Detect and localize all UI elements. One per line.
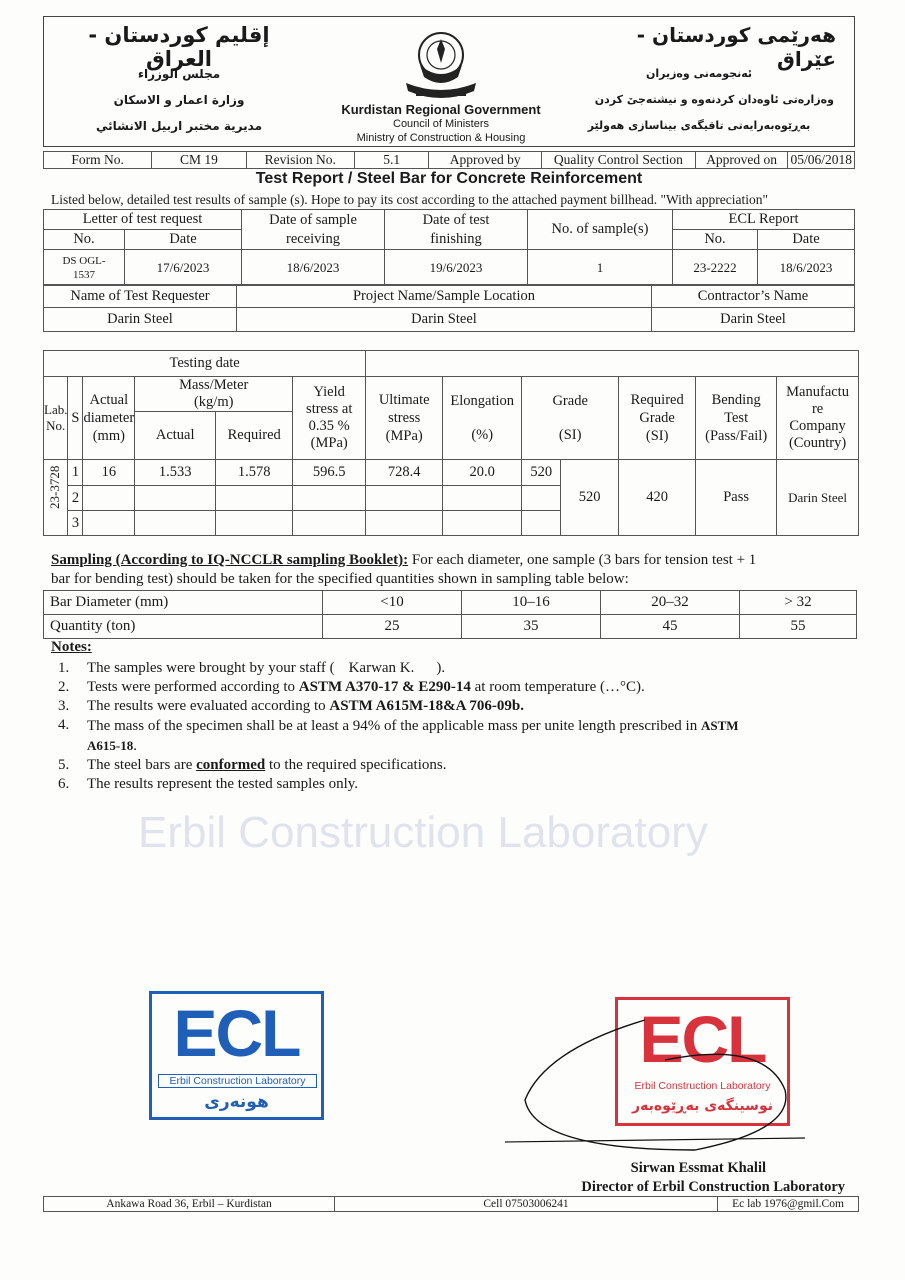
required-grade-label: Required Grade (SI) (619, 377, 696, 460)
yield-3 (293, 511, 366, 536)
grade-3 (522, 511, 561, 536)
notes-heading: Notes: (51, 639, 92, 655)
intro-text: Listed below, detailed test results of sample (s). Hope to pay its cost according to the attached payment billhead. "With appreciation" (51, 192, 769, 207)
lab-no-label: Lab. No. (44, 377, 68, 460)
diameter-col-4: > 32 (740, 591, 857, 615)
ecl-no-label: No. (673, 230, 758, 250)
red-stamp-ku: نوسینگەی بەڕێوەبەر (632, 1098, 773, 1114)
mass-required-3 (216, 511, 293, 536)
diameter-2 (83, 486, 135, 511)
ku-council: ئەنجومەنی وەزیران (645, 67, 753, 80)
s-3: 3 (68, 511, 83, 536)
ku-ministry: وەزارەتی ئاوەدان کردنەوە و نیشتەجێ کردن (594, 93, 834, 106)
quantity-col-4: 55 (740, 615, 857, 639)
signatory-title: Director of Erbil Construction Laboratory (581, 1179, 845, 1195)
mass-actual-3 (135, 511, 216, 536)
bending-label: Bending Test (Pass/Fail) (696, 377, 777, 460)
yield-label: Yield stress at 0.35 % (MPa) (293, 377, 366, 460)
approved-on-label: Approved on (695, 152, 788, 169)
ku-directorate: بەڕێوەبەرایەتی تاقیگەی بیناسازی هەولێر (587, 119, 811, 132)
ar-council: مجلس الوزراء (137, 67, 221, 81)
quantity-col-1: 25 (323, 615, 462, 639)
mass-required-1: 1.578 (216, 460, 293, 486)
samples-label: No. of sample(s) (528, 210, 673, 250)
project-name: Darin Steel (237, 308, 652, 332)
requester-name: Darin Steel (44, 308, 237, 332)
grade-1: 520 (522, 460, 561, 486)
testing-date-value (366, 351, 859, 377)
requester-table (43, 284, 855, 332)
quantity-col-3: 45 (601, 615, 740, 639)
diameter-1: 16 (83, 460, 135, 486)
mass-actual-2 (135, 486, 216, 511)
yield-1: 596.5 (293, 460, 366, 486)
requester-label: Name of Test Requester (44, 285, 237, 308)
ultimate-3 (366, 511, 443, 536)
red-stamp-logo: ECL (639, 1002, 766, 1076)
elongation-1: 20.0 (443, 460, 522, 486)
results-table (43, 350, 859, 536)
krg-emblem-icon (396, 25, 486, 107)
bending-result: Pass (696, 460, 777, 536)
manufacturer: Darin Steel (777, 460, 859, 536)
letterhead (43, 16, 855, 147)
ecl-label: ECL Report (673, 210, 855, 230)
grade-2 (522, 486, 561, 511)
blue-stamp-logo: ECL (173, 996, 300, 1070)
note-2: 2. Tests were performed according to ASTM A370-17 & E290-14 at room temperature (…°C). (58, 679, 645, 695)
elongation-3 (443, 511, 522, 536)
letter-date: 17/6/2023 (125, 250, 242, 286)
footer-address: Ankawa Road 36, Erbil – Kurdistan (44, 1197, 335, 1212)
lab-no-cell (44, 460, 68, 536)
table-row (44, 460, 859, 486)
elongation-label: Elongation (%) (443, 377, 522, 460)
signatory-name: Sirwan Essmat Khalil (630, 1160, 766, 1176)
form-no: CM 19 (152, 152, 246, 169)
letter-no-label: No. (44, 230, 125, 250)
mass-actual-label: Actual (135, 412, 216, 460)
diameter-3 (83, 511, 135, 536)
quantity-label: Quantity (ton) (44, 615, 323, 639)
elongation-2 (443, 486, 522, 511)
receiving-date: 18/6/2023 (242, 250, 385, 286)
form-info-table (43, 151, 855, 169)
bar-diameter-label: Bar Diameter (mm) (44, 591, 323, 615)
grade-label: Grade (SI) (522, 377, 619, 460)
form-no-label: Form No. (44, 152, 152, 169)
ultimate-label: Ultimate stress (MPa) (366, 377, 443, 460)
sample-count: 1 (528, 250, 673, 286)
ecl-date-label: Date (758, 230, 855, 250)
revision-label: Revision No. (246, 152, 354, 169)
sampling-heading: Sampling (According to IQ-NCCLR sampling Booklet): (51, 552, 409, 568)
contractor-name: Darin Steel (652, 308, 855, 332)
finishing-date: 19/6/2023 (385, 250, 528, 286)
lab-no: 23-3728 (47, 465, 62, 509)
footer-cell: Cell 07503006241 (335, 1197, 718, 1212)
ar-ministry: وزارة اعمار و الاسكان (113, 93, 245, 107)
red-stamp-name: Erbil Construction Laboratory (634, 1080, 771, 1092)
en-council: Council of Ministers (393, 118, 489, 130)
en-ministry: Ministry of Construction & Housing (356, 132, 526, 144)
note-5: 5. The steel bars are conformed to the required specifications. (58, 757, 447, 773)
quantity-col-2: 35 (462, 615, 601, 639)
signature-mark (505, 1010, 805, 1160)
page-title: Test Report / Steel Bar for Concrete Reinforcement (255, 170, 643, 187)
sampling-table (43, 590, 857, 639)
mass-actual-1: 1.533 (135, 460, 216, 486)
blue-stamp-ku: هونەری (204, 1092, 269, 1112)
note-6: 6. The results represent the tested samples only. (58, 776, 359, 792)
watermark-text: Erbil Construction Laboratory (138, 808, 708, 857)
ultimate-1: 728.4 (366, 460, 443, 486)
required-grade: 420 (619, 460, 696, 536)
testing-date-label: Testing date (44, 351, 366, 377)
sampling-text: Sampling (According to IQ-NCCLR sampling Booklet): For each diameter, one sample (3 bars for tension test + 1 bar for bending test) should be taken for the specified quantities shown in sampling table below: (51, 552, 757, 587)
project-label: Project Name/Sample Location (237, 285, 652, 308)
yield-2 (293, 486, 366, 511)
s-label: S (68, 377, 83, 460)
en-gov: Kurdistan Regional Government (341, 102, 541, 117)
letter-date-label: Date (125, 230, 242, 250)
request-table (43, 209, 855, 286)
approved-on: 05/06/2018 (788, 152, 855, 169)
diameter-col-3: 20–32 (601, 591, 740, 615)
diameter-col-2: 10–16 (462, 591, 601, 615)
note-1: 1. The samples were brought by your staff ( Karwan K. ). (58, 660, 446, 676)
mass-label: Mass/Meter (kg/m) (135, 377, 293, 412)
footer-email: Ec lab 1976@gmil.Com (718, 1197, 859, 1212)
note-3: 3. The results were evaluated according to ASTM A615M-18&A 706-09b. (58, 698, 524, 714)
ar-region: إقليم كوردستان - العراق (88, 23, 270, 71)
approved-by-label: Approved by (429, 152, 541, 169)
ultimate-2 (366, 486, 443, 511)
ecl-date: 18/6/2023 (758, 250, 855, 286)
letter-no: DS OGL- 1537 (44, 250, 125, 286)
revision: 5.1 (354, 152, 428, 169)
contractor-label: Contractor’s Name (652, 285, 855, 308)
manufacturer-label: Manufactu re Company (Country) (777, 377, 859, 460)
diameter-col-1: <10 (323, 591, 462, 615)
letter-label: Letter of test request (44, 210, 242, 230)
diameter-label: Actual diameter (mm) (83, 377, 135, 460)
blue-stamp (149, 991, 324, 1120)
note-4: 4. The mass of the specimen shall be at least a 94% of the applicable mass per unite length prescribed in ASTM A615-18. (58, 717, 739, 754)
s-1: 1 (68, 460, 83, 486)
notes-list (58, 659, 858, 794)
ecl-no: 23-2222 (673, 250, 758, 286)
blue-stamp-name: Erbil Construction Laboratory (158, 1074, 317, 1088)
ku-region: هەرێمی کوردستان - عێراق (636, 23, 836, 71)
footer-table (43, 1196, 859, 1212)
s-2: 2 (68, 486, 83, 511)
mass-required-label: Required (216, 412, 293, 460)
approved-by: Quality Control Section (541, 152, 695, 169)
grade-average: 520 (561, 460, 619, 536)
receiving-label: Date of sample receiving (242, 210, 385, 250)
ar-directorate: مديرية مختبر اربيل الانشائي (95, 119, 263, 133)
mass-required-2 (216, 486, 293, 511)
finishing-label: Date of test finishing (385, 210, 528, 250)
